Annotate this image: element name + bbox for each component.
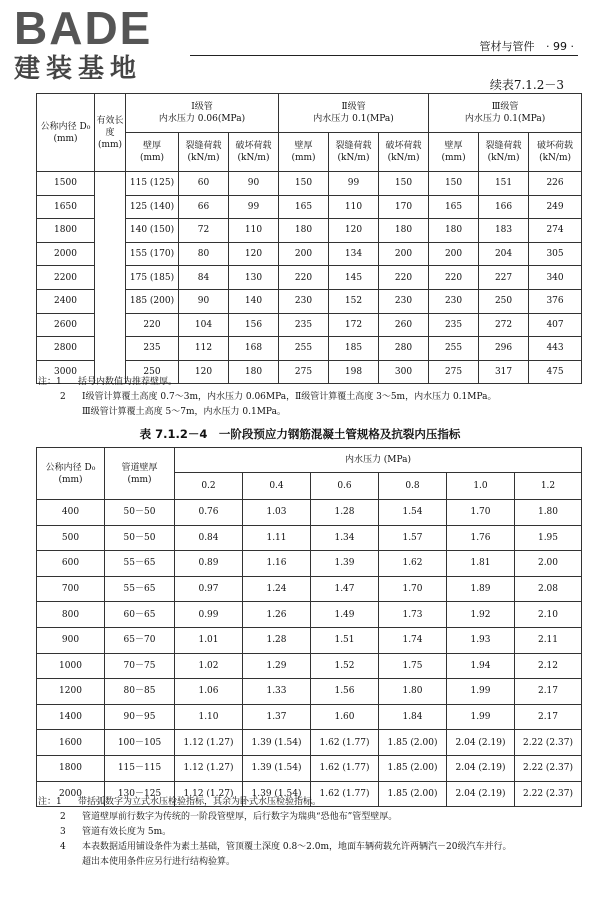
- grade1-wall-header: 壁厚 (mm): [126, 133, 179, 172]
- table-cell: 1.49: [311, 602, 379, 628]
- table-cell: 0.97: [175, 576, 243, 602]
- table-cell: 2.12: [515, 653, 582, 679]
- table-cell: 110: [329, 195, 379, 219]
- table-cell: 2800: [37, 337, 95, 361]
- note-text: 带括弧数字为立式水压检验指标，其余为卧式水压检验指标。: [78, 797, 322, 807]
- table-cell: 220: [126, 313, 179, 337]
- table-cell: 1.39 (1.54): [243, 781, 311, 807]
- table-cell: 1.95: [515, 525, 582, 551]
- table-cell: 150: [279, 172, 329, 196]
- table-cell: 70－75: [105, 653, 175, 679]
- pressure-col-header: 0.6: [311, 473, 379, 500]
- table-cell: 1.10: [175, 704, 243, 730]
- pressure-col-header: 1.2: [515, 473, 582, 500]
- table-cell: 145: [329, 266, 379, 290]
- table-cell: 1800: [37, 219, 95, 243]
- table1-header-row: [37, 94, 582, 133]
- table-cell: 130: [229, 266, 279, 290]
- note-number: 3: [60, 827, 66, 837]
- table-cell: 1.39 (1.54): [243, 755, 311, 781]
- table-cell: 220: [379, 266, 429, 290]
- table-cell: 1.39: [311, 551, 379, 577]
- table-cell: 2400: [37, 289, 95, 313]
- table-cell: 300: [379, 360, 429, 384]
- table-cell: 1.70: [379, 576, 447, 602]
- table-cell: 1.03: [243, 500, 311, 526]
- grade2-wall-header: 壁厚 (mm): [279, 133, 329, 172]
- table-cell: 255: [279, 337, 329, 361]
- table-row: [37, 525, 582, 551]
- table-cell: 112: [179, 337, 229, 361]
- table-cell: 180: [279, 219, 329, 243]
- table-cell: 275: [429, 360, 479, 384]
- table-row: [37, 653, 582, 679]
- table-cell: 1.99: [447, 704, 515, 730]
- table1-caption: 续表7.1.2－3: [489, 78, 564, 92]
- table-cell: 1.54: [379, 500, 447, 526]
- table-cell: 185 (200): [126, 289, 179, 313]
- table-cell: 1400: [37, 704, 105, 730]
- table-cell: 1650: [37, 195, 95, 219]
- table-cell: 180: [379, 219, 429, 243]
- table-cell: 1.37: [243, 704, 311, 730]
- note-text: 本表数据适用铺设条件为素土基础，管顶覆土深度 0.8～2.0m，地面车辆荷载允许两辆汽－20级汽车并行。: [82, 842, 512, 852]
- table-cell: 99: [229, 195, 279, 219]
- table-cell: 50－50: [105, 525, 175, 551]
- table2-header-row: [37, 448, 582, 473]
- grade3-break-load-header: 破坏荷载 (kN/m): [529, 133, 582, 172]
- table-cell: 1600: [37, 730, 105, 756]
- note-line: [38, 840, 511, 855]
- note-text: 超出本使用条件应另行进行结构验算。: [82, 857, 236, 867]
- note-text: 括号内数值为推荐壁厚。: [78, 377, 178, 387]
- table1-col-dn: 公称内径 D₀ (mm): [37, 94, 95, 172]
- table-cell: 84: [179, 266, 229, 290]
- table-cell: 220: [429, 266, 479, 290]
- table-row: [37, 679, 582, 705]
- table1: [36, 93, 582, 384]
- table-cell: 475: [529, 360, 582, 384]
- table-cell: 0.99: [175, 602, 243, 628]
- note-line: [38, 825, 511, 840]
- table-cell: 1.12 (1.27): [175, 781, 243, 807]
- table-cell: 376: [529, 289, 582, 313]
- table-cell: 1.73: [379, 602, 447, 628]
- grade2-header: Ⅱ级管 内水压力 0.1(MPa): [279, 94, 429, 133]
- table-cell: 1.51: [311, 627, 379, 653]
- page-number: · 99 ·: [546, 40, 574, 53]
- table-row: [37, 172, 582, 196]
- table-cell: 1.85 (2.00): [379, 781, 447, 807]
- table-cell: 1.85 (2.00): [379, 755, 447, 781]
- note-line: [38, 795, 511, 810]
- table-cell: 120: [329, 219, 379, 243]
- notes-label: 注：: [38, 377, 57, 387]
- grade1-crack-load-header: 裂缝荷载 (kN/m): [179, 133, 229, 172]
- table-cell: 65－70: [105, 627, 175, 653]
- table-cell: 130－125: [105, 781, 175, 807]
- table-cell: 90: [179, 289, 229, 313]
- publisher-logo: [14, 4, 184, 84]
- table-cell: 140: [229, 289, 279, 313]
- table-cell: 1500: [37, 172, 95, 196]
- table-cell: 1.29: [243, 653, 311, 679]
- table-cell: 600: [37, 551, 105, 577]
- table-cell: 200: [279, 242, 329, 266]
- table-cell: 165: [429, 195, 479, 219]
- table-cell: 2.08: [515, 576, 582, 602]
- notes-label: 注：: [38, 797, 57, 807]
- table-cell: 120: [179, 360, 229, 384]
- table-cell: 1.12 (1.27): [175, 755, 243, 781]
- table-cell-length: [95, 172, 126, 384]
- table-cell: 198: [329, 360, 379, 384]
- table-cell: 1.06: [175, 679, 243, 705]
- table-cell: 1.99: [447, 679, 515, 705]
- table-cell: 50－50: [105, 500, 175, 526]
- table-cell: 1.85 (2.00): [379, 730, 447, 756]
- table-cell: 155 (170): [126, 242, 179, 266]
- table-cell: 255: [429, 337, 479, 361]
- table1-col-length: 有效长度 (mm): [95, 94, 126, 172]
- table-cell: 340: [529, 266, 582, 290]
- table-cell: 250: [479, 289, 529, 313]
- table-cell: 305: [529, 242, 582, 266]
- table-cell: 165: [279, 195, 329, 219]
- table-cell: 2.04 (2.19): [447, 730, 515, 756]
- table-cell: 60: [179, 172, 229, 196]
- table-cell: 180: [429, 219, 479, 243]
- table-row: [37, 730, 582, 756]
- table-cell: 1.60: [311, 704, 379, 730]
- table2-col-wall: 管道壁厚 (mm): [105, 448, 175, 500]
- table-cell: 172: [329, 313, 379, 337]
- table-cell: 180: [229, 360, 279, 384]
- table-cell: 1800: [37, 755, 105, 781]
- table-cell: 104: [179, 313, 229, 337]
- note-line: [38, 855, 511, 870]
- table-cell: 183: [479, 219, 529, 243]
- logo-subtitle: 建装基地: [14, 54, 143, 84]
- table-cell: 80: [179, 242, 229, 266]
- table-cell: 1.92: [447, 602, 515, 628]
- table-cell: 230: [429, 289, 479, 313]
- note-text: 管道壁厚前行数字为传统的一阶段管壁厚，后行数字为瑞典“恐他布”管型壁厚。: [82, 812, 398, 822]
- table-cell: 55－65: [105, 551, 175, 577]
- pressure-col-header: 0.2: [175, 473, 243, 500]
- table-cell: 1.28: [243, 627, 311, 653]
- table-cell: 260: [379, 313, 429, 337]
- table-cell: 1200: [37, 679, 105, 705]
- table-row: [37, 602, 582, 628]
- note-number: 2: [60, 812, 66, 822]
- table-cell: 274: [529, 219, 582, 243]
- grade2-crack-load-header: 裂缝荷载 (kN/m): [329, 133, 379, 172]
- table-cell: 150: [379, 172, 429, 196]
- table-cell: 1.39 (1.54): [243, 730, 311, 756]
- table-cell: 168: [229, 337, 279, 361]
- table2: [36, 447, 582, 807]
- table-cell: 170: [379, 195, 429, 219]
- note-text: 管道有效长度为 5m。: [82, 827, 172, 837]
- table-cell: 275: [279, 360, 329, 384]
- table-cell: 80－85: [105, 679, 175, 705]
- table-cell: 235: [279, 313, 329, 337]
- table-cell: 1.76: [447, 525, 515, 551]
- table-cell: 140 (150): [126, 219, 179, 243]
- table-cell: 235: [126, 337, 179, 361]
- table-cell: 152: [329, 289, 379, 313]
- running-header: [480, 38, 574, 54]
- table-cell: 60－65: [105, 602, 175, 628]
- table-cell: 99: [329, 172, 379, 196]
- note-text: Ⅰ级管计算覆土高度 0.7～3m，内水压力 0.06MPa，Ⅱ级管计算覆土高度 3～5m，内水压力 0.1MPa。: [82, 392, 497, 402]
- table-cell: 1.62 (1.77): [311, 755, 379, 781]
- table-cell: 1.62 (1.77): [311, 781, 379, 807]
- note-line: [38, 405, 497, 420]
- table-cell: 2.17: [515, 704, 582, 730]
- pressure-col-header: 1.0: [447, 473, 515, 500]
- table-cell: 2.11: [515, 627, 582, 653]
- table-cell: 120: [229, 242, 279, 266]
- table-cell: 226: [529, 172, 582, 196]
- table-row: [37, 551, 582, 577]
- table-cell: 66: [179, 195, 229, 219]
- table-cell: 1.84: [379, 704, 447, 730]
- table-cell: 317: [479, 360, 529, 384]
- table-cell: 2600: [37, 313, 95, 337]
- table-cell: 2.10: [515, 602, 582, 628]
- note-number: 2: [60, 392, 66, 402]
- table2-notes: [38, 795, 511, 870]
- table-cell: 185: [329, 337, 379, 361]
- table-cell: 250: [126, 360, 179, 384]
- table-cell: 296: [479, 337, 529, 361]
- table-cell: 72: [179, 219, 229, 243]
- table-cell: 800: [37, 602, 105, 628]
- table-cell: 90－95: [105, 704, 175, 730]
- section-title: 管材与管件: [479, 40, 535, 53]
- table-cell: 1.57: [379, 525, 447, 551]
- table-cell: 227: [479, 266, 529, 290]
- table-cell: 1.26: [243, 602, 311, 628]
- table-cell: 90: [229, 172, 279, 196]
- table-cell: 400: [37, 500, 105, 526]
- table-cell: 2.04 (2.19): [447, 781, 515, 807]
- note-number: 1: [56, 797, 62, 807]
- table-cell: 1.52: [311, 653, 379, 679]
- table-cell: 2.00: [515, 551, 582, 577]
- table-cell: 1.74: [379, 627, 447, 653]
- table-cell: 134: [329, 242, 379, 266]
- table2-col-dn: 公称内径 D₀ (mm): [37, 448, 105, 500]
- table2-body: [37, 500, 582, 807]
- table-cell: 3000: [37, 360, 95, 384]
- grade3-crack-load-header: 裂缝荷载 (kN/m): [479, 133, 529, 172]
- table-cell: 2200: [37, 266, 95, 290]
- table-cell: 280: [379, 337, 429, 361]
- table-cell: 1.11: [243, 525, 311, 551]
- table-cell: 100－105: [105, 730, 175, 756]
- table-cell: 204: [479, 242, 529, 266]
- table-cell: 166: [479, 195, 529, 219]
- table-cell: 110: [229, 219, 279, 243]
- table-cell: 55－65: [105, 576, 175, 602]
- table-cell: 1.75: [379, 653, 447, 679]
- table-cell: 200: [429, 242, 479, 266]
- table-cell: 1.47: [311, 576, 379, 602]
- table-cell: 700: [37, 576, 105, 602]
- table-cell: 1.02: [175, 653, 243, 679]
- table-cell: 272: [479, 313, 529, 337]
- table-cell: 1.24: [243, 576, 311, 602]
- table-cell: 151: [479, 172, 529, 196]
- table-cell: 1.80: [515, 500, 582, 526]
- table-cell: 230: [379, 289, 429, 313]
- note-line: [38, 375, 497, 390]
- table2-pressure-header: 内水压力 (MPa): [175, 448, 582, 473]
- table-cell: 200: [379, 242, 429, 266]
- table-cell: 0.84: [175, 525, 243, 551]
- grade3-header: Ⅲ级管 内水压力 0.1(MPa): [429, 94, 582, 133]
- note-line: [38, 810, 511, 825]
- table-cell: 1.16: [243, 551, 311, 577]
- table-cell: 1.33: [243, 679, 311, 705]
- table-cell: 1.70: [447, 500, 515, 526]
- table-cell: 1.62 (1.77): [311, 730, 379, 756]
- table-cell: 500: [37, 525, 105, 551]
- table-cell: 1.81: [447, 551, 515, 577]
- grade1-header: Ⅰ级管 内水压力 0.06(MPa): [126, 94, 279, 133]
- table1-body: [37, 172, 582, 384]
- table-cell: 2.04 (2.19): [447, 755, 515, 781]
- table1-notes: [38, 375, 497, 420]
- table-cell: 1.62: [379, 551, 447, 577]
- note-line: [38, 390, 497, 405]
- table-cell: 1.56: [311, 679, 379, 705]
- table-cell: 1.89: [447, 576, 515, 602]
- header-divider: [190, 55, 578, 56]
- table-cell: 1.94: [447, 653, 515, 679]
- table-cell: 2000: [37, 242, 95, 266]
- table-cell: 115－115: [105, 755, 175, 781]
- table-row: [37, 755, 582, 781]
- table-cell: 230: [279, 289, 329, 313]
- table-cell: 220: [279, 266, 329, 290]
- table-row: [37, 627, 582, 653]
- table-cell: 1.34: [311, 525, 379, 551]
- grade1-break-load-header: 破坏荷载 (kN/m): [229, 133, 279, 172]
- table-cell: 443: [529, 337, 582, 361]
- table-cell: 115 (125): [126, 172, 179, 196]
- table-cell: 2000: [37, 781, 105, 807]
- table-row: [37, 704, 582, 730]
- table-row: [37, 500, 582, 526]
- table-cell: 0.89: [175, 551, 243, 577]
- note-number: 4: [60, 842, 66, 852]
- table-cell: 150: [429, 172, 479, 196]
- table-cell: 1.12 (1.27): [175, 730, 243, 756]
- table2-title: 表 7.1.2－4 一阶段预应力钢筋混凝土管规格及抗裂内压指标: [139, 427, 461, 441]
- table-cell: 2.22 (2.37): [515, 755, 582, 781]
- table-cell: 1.93: [447, 627, 515, 653]
- table-cell: 2.22 (2.37): [515, 781, 582, 807]
- table-cell: 0.76: [175, 500, 243, 526]
- logo-wordmark: BADE: [14, 2, 153, 54]
- note-text: Ⅲ级管计算覆土高度 5～7m，内水压力 0.1MPa。: [82, 407, 286, 417]
- table-cell: 235: [429, 313, 479, 337]
- grade2-break-load-header: 破坏荷载 (kN/m): [379, 133, 429, 172]
- table-row: [37, 576, 582, 602]
- note-number: 1: [56, 377, 62, 387]
- table-cell: 900: [37, 627, 105, 653]
- pressure-col-header: 0.8: [379, 473, 447, 500]
- table-cell: 1.01: [175, 627, 243, 653]
- table-cell: 2.22 (2.37): [515, 730, 582, 756]
- table-cell: 125 (140): [126, 195, 179, 219]
- table-cell: 1000: [37, 653, 105, 679]
- grade3-wall-header: 壁厚 (mm): [429, 133, 479, 172]
- table-cell: 156: [229, 313, 279, 337]
- pressure-col-header: 0.4: [243, 473, 311, 500]
- table-cell: 2.17: [515, 679, 582, 705]
- table-cell: 175 (185): [126, 266, 179, 290]
- table-cell: 1.28: [311, 500, 379, 526]
- table-cell: 249: [529, 195, 582, 219]
- table-cell: 1.80: [379, 679, 447, 705]
- table-cell: 407: [529, 313, 582, 337]
